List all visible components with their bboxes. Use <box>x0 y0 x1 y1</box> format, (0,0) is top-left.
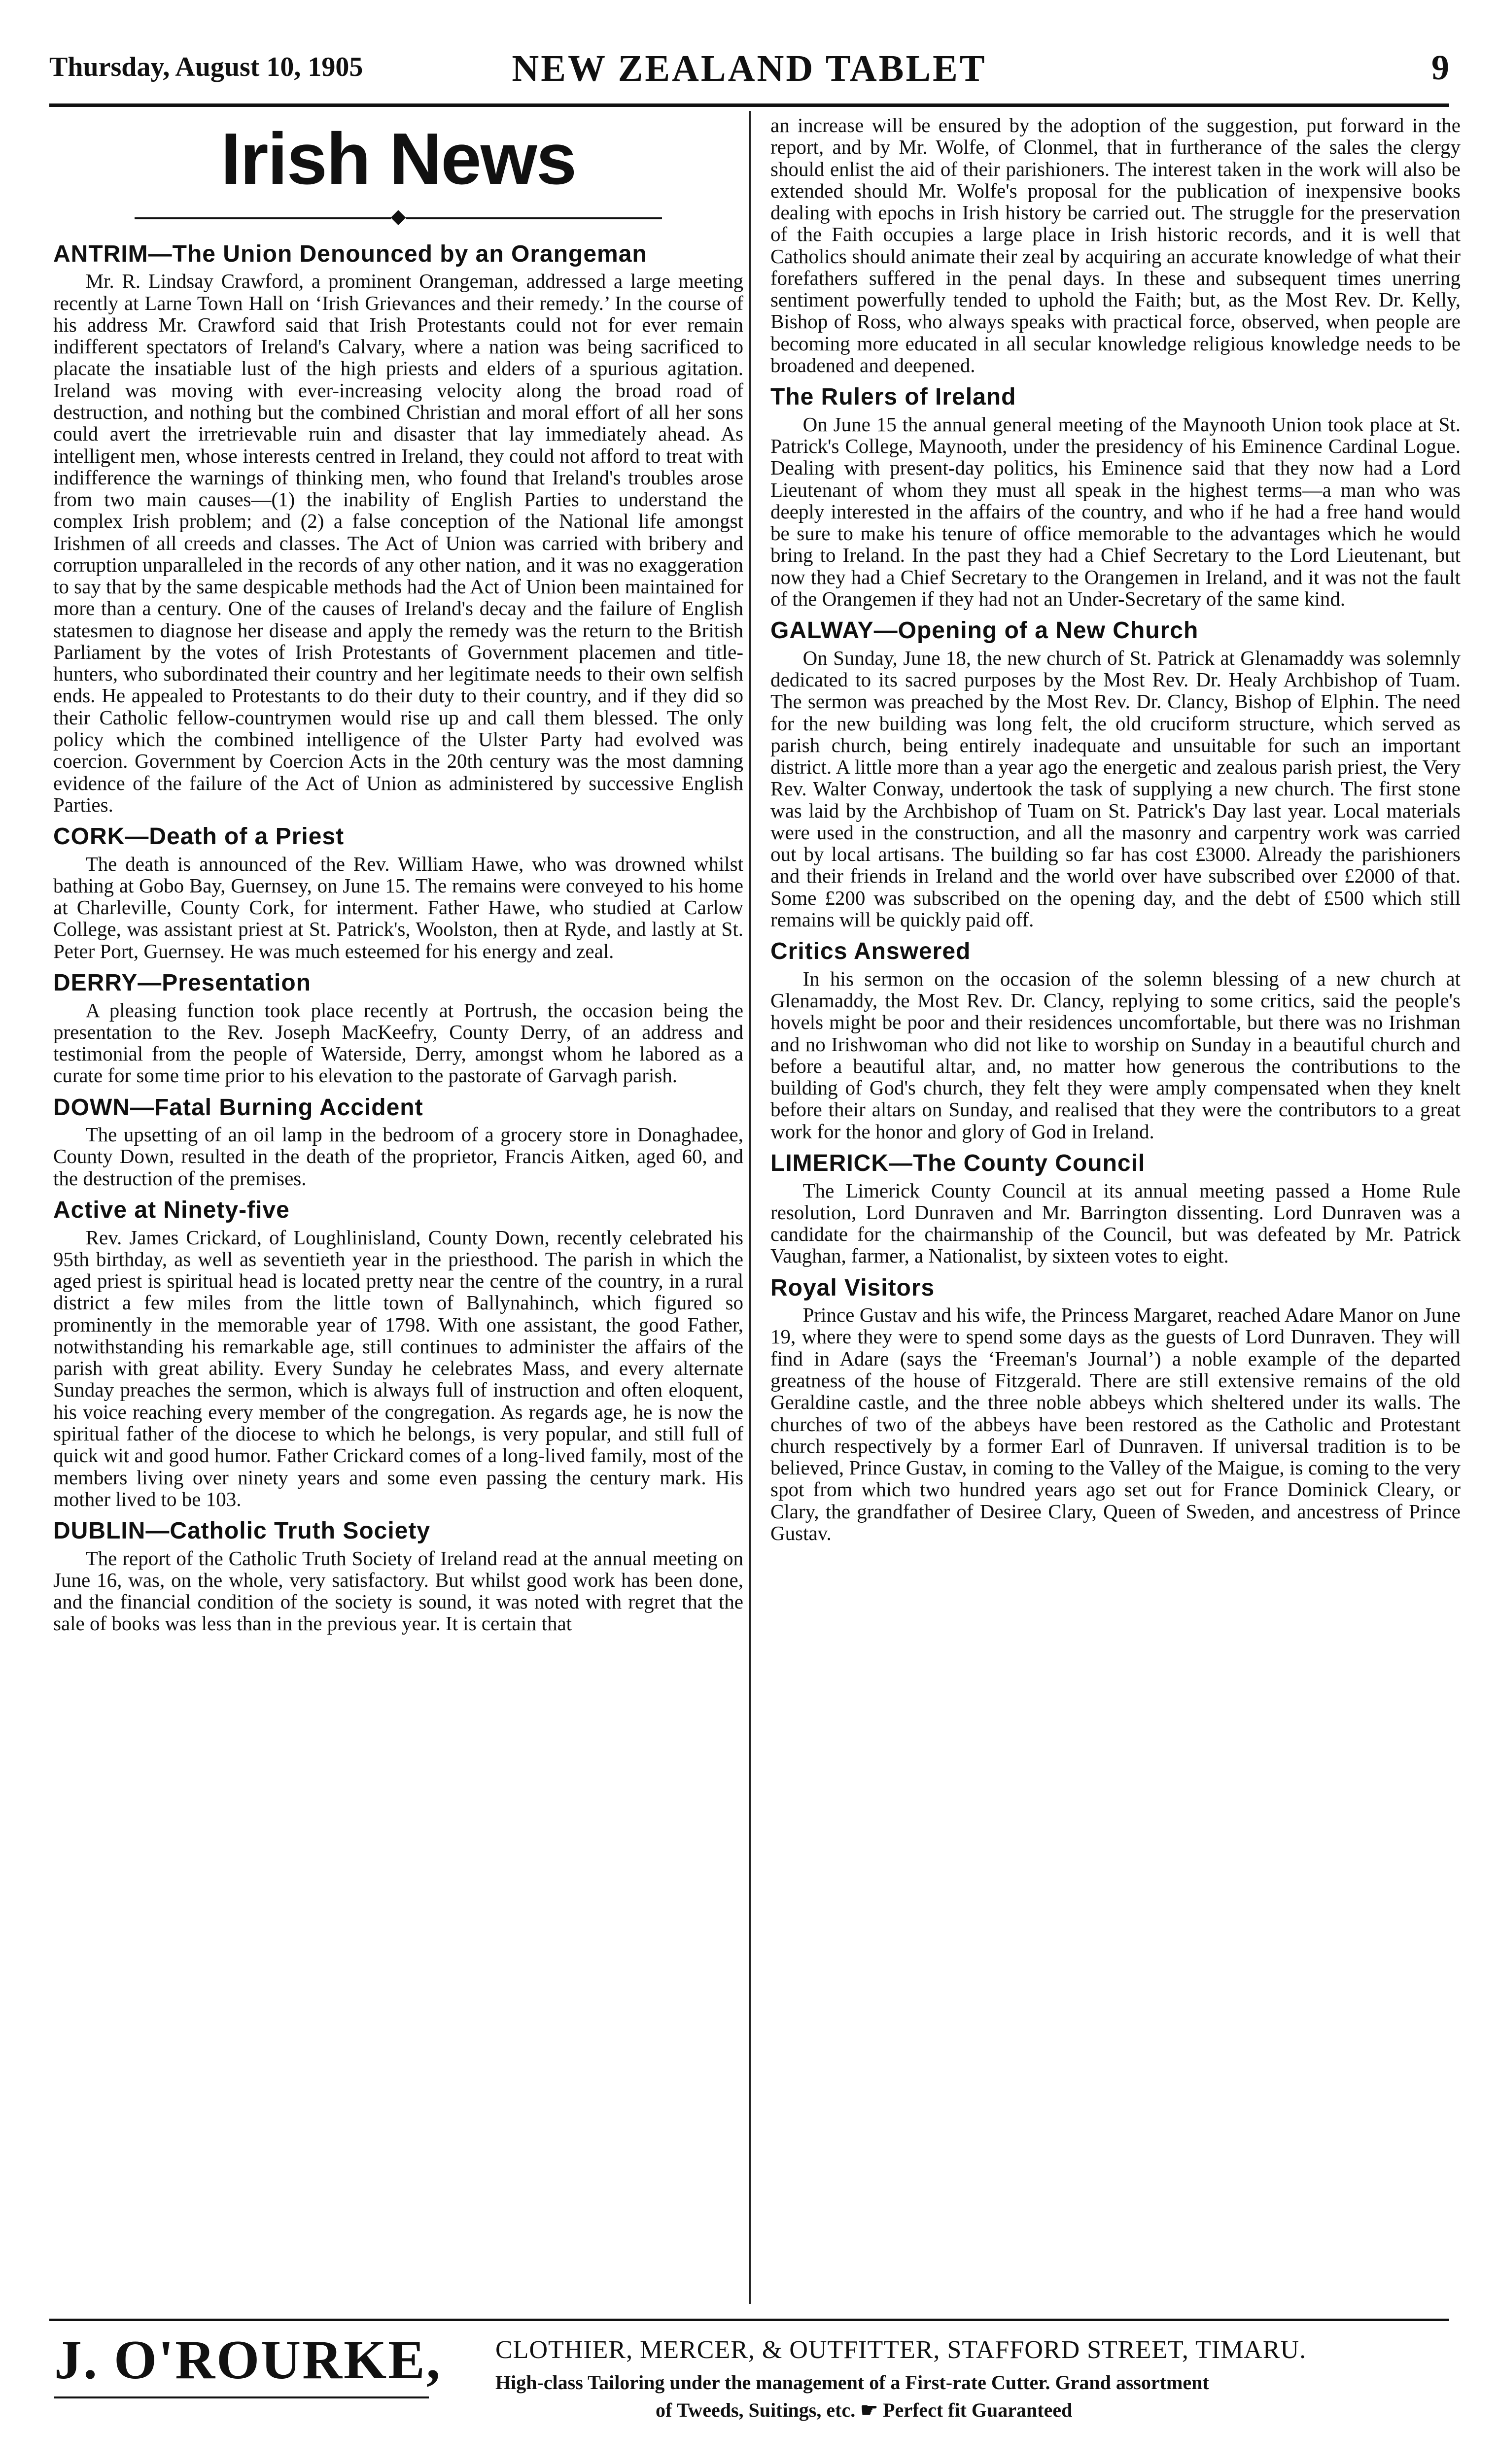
left-articles <box>53 240 743 1635</box>
article <box>53 1517 743 1635</box>
page-number: 9 <box>1431 48 1449 87</box>
page-header <box>49 47 1449 102</box>
section-title: Irish News <box>220 118 576 200</box>
article <box>53 969 743 1087</box>
article-paragraph: A pleasing function took place recently at Portrush, the occasion being the presentation to the Rev. Joseph MacKeefry, County Derry, of an address and testimonial from the people of Waterside, Derry, amongst whom he labored as a curate for some time prior to his elevation to the pastorate of Garvagh parish. <box>53 998 743 1087</box>
left-column <box>53 114 743 1635</box>
article-paragraph: In his sermon on the occasion of the solemn blessing of a new church at Glenamaddy, the Most Rev. Dr. Clancy, replying to some critics, said the people's hovels might be poor and their residences uncomfortable, but there was no Irishman and no Irishwoman who did not like to worship on Sunday in a beautiful church and before a beautiful altar, and, no matter how generous the contributions to the building of God's church, they felt they were amply compensated when they knelt before their altars on Sunday, and realised that they were the contributors to a great work for the honor and glory of God in Ireland. <box>770 967 1461 1143</box>
issue-date: Thursday, August 10, 1905 <box>49 52 363 82</box>
right-column <box>770 114 1461 1544</box>
article-paragraph: The report of the Catholic Truth Society of Ireland read at the annual meeting on June 16, was, on the whole, very satisfactory. But whilst good work has been done, and the financial condition of the society is sound, it was noted with regret that the sale of books was less than in the previous year. It is certain that <box>53 1546 743 1635</box>
article <box>770 114 1461 376</box>
article-paragraph: On Sunday, June 18, the new church of St. Patrick at Glenamaddy was solemnly dedicated to its sacred purposes by the Most Rev. Dr. Healy Archbishop of Tuam. The sermon was preached by the Most Rev. Dr. Clancy, Bishop of Elphin. The need for the new building was long felt, the old cruciform structure, which served as parish church, being entirely inadequate and unsuitable for such an important district. A little more than a year ago the energetic and zealous parish priest, the Very Rev. Walter Conway, undertook the task of supplying a new church. The first stone was laid by the Archbishop of Tuam on St. Patrick's Day last year. Local materials were used in the construction, and all the masonry and carpentry work was carried out by local artisans. The building so far has cost £3000. Already the parishioners and their friends in Ireland and the world over have subscribed over £2000 of that. Some £200 was subscribed on the opening day, and the debt of £500 which still remains will be quickly paid off. <box>770 646 1461 931</box>
article <box>770 937 1461 1142</box>
article-heading: DERRY—Presentation <box>53 969 311 996</box>
article <box>770 383 1461 610</box>
article <box>53 240 743 816</box>
article-heading: Active at Ninety-five <box>53 1197 290 1223</box>
article-paragraph: Mr. R. Lindsay Crawford, a prominent Orangeman, addressed a large meeting recently at Larne Town Hall on ‘Irish Grievances and their remedy.’ In the course of his address Mr. Crawford said that Irish Protestants could not for ever remain indifferent spectators of Ireland's Calvary, where a nation was being sacrificed to placate the insatiable lust of the high priests and elders of a spurious agitation. Ireland was moving with ever-increasing velocity along the broad road of destruction, and nothing but the combined Christian and moral effort of all her sons could avert the irretrievable ruin and disaster that lay immediately ahead. As intelligent men, whose interests centred in Ireland, they could not afford to treat with indifference the warnings of thinking men, who found that Ireland's troubles arose from two main causes—(1) the inability of English Parties to understand the complex Irish problem; and (2) a false conception of the National life amongst Irishmen of all creeds and classes. The Act of Union was carried with bribery and corruption unparalleled in the records of any other nation, and it was no exaggeration to say that by the same despicable methods had the Act of Union been maintained for more than a century. One of the causes of Ireland's decay and the failure of English statesmen to diagnose her disease and apply the remedy was the return to the British Parliament by the votes of Irish Protestants of Government placemen and title-hunters, who subordinated their country and her legitimate needs to their own selfish ends. He appealed to Protestants to do their duty to their country, and if they did so their Catholic fellow-countrymen would rise up and call them blessed. The only policy which the combined intelligence of the Ulster Party had evolved was coercion. Government by Coercion Acts in the 20th century was the most damning evidence of the failure of the Act of Union as administered by successive English Parties. <box>53 270 743 816</box>
advert-line-1: CLOTHIER, MERCER, & OUTFITTER, STAFFORD STREET, TIMARU. <box>495 2336 1307 2364</box>
article-heading: The Rulers of Ireland <box>770 384 1016 411</box>
footer-rule <box>49 2319 1449 2321</box>
article-paragraph: The upsetting of an oil lamp in the bedroom of a grocery store in Donaghadee, County Down, resulted in the death of the proprietor, Francis Aitken, aged 60, and the destruction of the premises. <box>53 1123 743 1190</box>
article-heading: LIMERICK—The County Council <box>770 1150 1146 1176</box>
article-heading: DOWN—Fatal Burning Accident <box>53 1094 423 1121</box>
article-paragraph: an increase will be ensured by the adoption of the suggestion, put forward in the report, and by Mr. Wolfe, of Clonmel, that in furtherance of the sales the clergy should enlist the aid of their parishioners. The interest taken in the work will also be extended should Mr. Wolfe's proposal for the publication of inexpensive books dealing with epochs in Irish history be carried out. The struggle for the preservation of the Faith occupies a large place in Irish historic records, and it is well that Catholics should animate their zeal by acquiring an accurate knowledge of what their forefathers suffered in the penal days. In these and subsequent times unerring sentiment powerfully tended to uphold the Faith; but, as the Most Rev. Dr. Kelly, Bishop of Ross, who always speaks with practical force, observed, when people are becoming more educated in all secular knowledge religious knowledge needs to be broadened and deepened. <box>770 114 1461 376</box>
article-heading: CORK—Death of a Priest <box>53 823 345 850</box>
advert-line-2: High-class Tailoring under the management of a First-rate Cutter. Grand assortment <box>495 2371 1209 2394</box>
article-paragraph: The Limerick County Council at its annual meeting passed a Home Rule resolution, Lord Dunraven and Mr. Barrington dissenting. Lord Dunraven was a candidate for the chairmanship of the Council, but was defeated by Mr. Patrick Vaughan, farmer, a Nationalist, by sixteen votes to eight. <box>770 1179 1461 1267</box>
article-heading: ANTRIM—The Union Denounced by an Orangeman <box>53 240 647 267</box>
article <box>53 822 743 962</box>
advert-line-3: of Tweeds, Suitings, etc. ☛ Perfect fit Guaranteed <box>656 2399 1073 2421</box>
header-rule <box>49 103 1449 107</box>
title-ornament: ◆ <box>53 206 743 226</box>
article-heading: DUBLIN—Catholic Truth Society <box>53 1518 431 1544</box>
article-paragraph: The death is announced of the Rev. William Hawe, who was drowned whilst bathing at Gobo Bay, Guernsey, on June 15. The remains were conveyed to his home at Charleville, County Cork, for interment. Father Hawe, who studied at Carlow College, was assistant priest at St. Patrick's, Woolston, then at Ryde, and lastly at St. Peter Port, Guernsey. He was much esteemed for his energy and zeal. <box>53 852 743 962</box>
article <box>770 1274 1461 1544</box>
advertiser-underline <box>54 2396 429 2398</box>
article-paragraph: Rev. James Crickard, of Loughlinisland, County Down, recently celebrated his 95th birthday, as well as seventieth year in the priesthood. The parish in which the aged priest is spiritual head is located pretty near the centre of the country, in a rural district a few miles from the little town of Ballynahinch, which figured so prominently in the memorable year of 1798. With one assistant, the good Father, notwithstanding his remarkable age, still continues to administer the affairs of the parish with great ability. Every Sunday he celebrates Mass, and every alternate Sunday preaches the sermon, which is always full of instruction and often eloquent, his voice reaching every member of the congregation. As regards age, he is now the spiritual father of the diocese to which he belongs, is very popular, and still full of quick wit and good humor. Father Crickard comes of a long-lived family, most of the members living over ninety years and some even passing the century mark. His mother lived to be 103. <box>53 1226 743 1510</box>
article <box>770 1149 1461 1267</box>
advertiser-name: J. O'ROURKE, <box>54 2329 442 2391</box>
article-paragraph: Prince Gustav and his wife, the Princess Margaret, reached Adare Manor on June 19, where they were to spend some days as the guests of Lord Dunraven. They will find in Adare (says the ‘Freeman's Journal’) a noble example of the departed greatness of the house of Fitzgerald. There are still extensive remains of the old Geraldine castle, and the three noble abbeys which sheltered under its walls. The churches of two of the abbeys have been restored as the Catholic and Protestant church respectively by a former Earl of Dunraven. If universal tradition is to be believed, Prince Gustav, in coming to the Valley of the Maigue, is coming to the very spot from which two hundred years ago set out for France Dominick Cleary, or Clary, the grandfather of Desiree Clary, Queen of Sweden, and ancestress of Prince Gustav. <box>770 1303 1461 1544</box>
article-paragraph: On June 15 the annual general meeting of the Maynooth Union took place at St. Patrick's College, Maynooth, under the presidency of his Eminence Cardinal Logue. Dealing with present-day politics, his Eminence said that they now had a Lord Lieutenant of whom they must all speak in the highest terms—a man who was deeply interested in the affairs of the country, and who if he had a free hand would be sure to make his tenure of office memorable to the advantages which he would bring to Ireland. In the past they had a Chief Secretary to the Lord Lieutenant, but now they had a Chief Secretary to the Orangemen in Ireland, and it was not the fault of the Orangemen if they had not an Under-Secretary of the same kind. <box>770 412 1461 610</box>
article-heading: Royal Visitors <box>770 1274 935 1301</box>
article <box>53 1094 743 1189</box>
masthead-title: NEW ZEALAND TABLET <box>512 48 987 89</box>
article <box>770 616 1461 930</box>
column-divider <box>749 111 751 2304</box>
right-articles <box>770 114 1461 1544</box>
article-heading: Critics Answered <box>770 938 971 965</box>
article <box>53 1196 743 1510</box>
article-heading: GALWAY—Opening of a New Church <box>770 617 1199 644</box>
